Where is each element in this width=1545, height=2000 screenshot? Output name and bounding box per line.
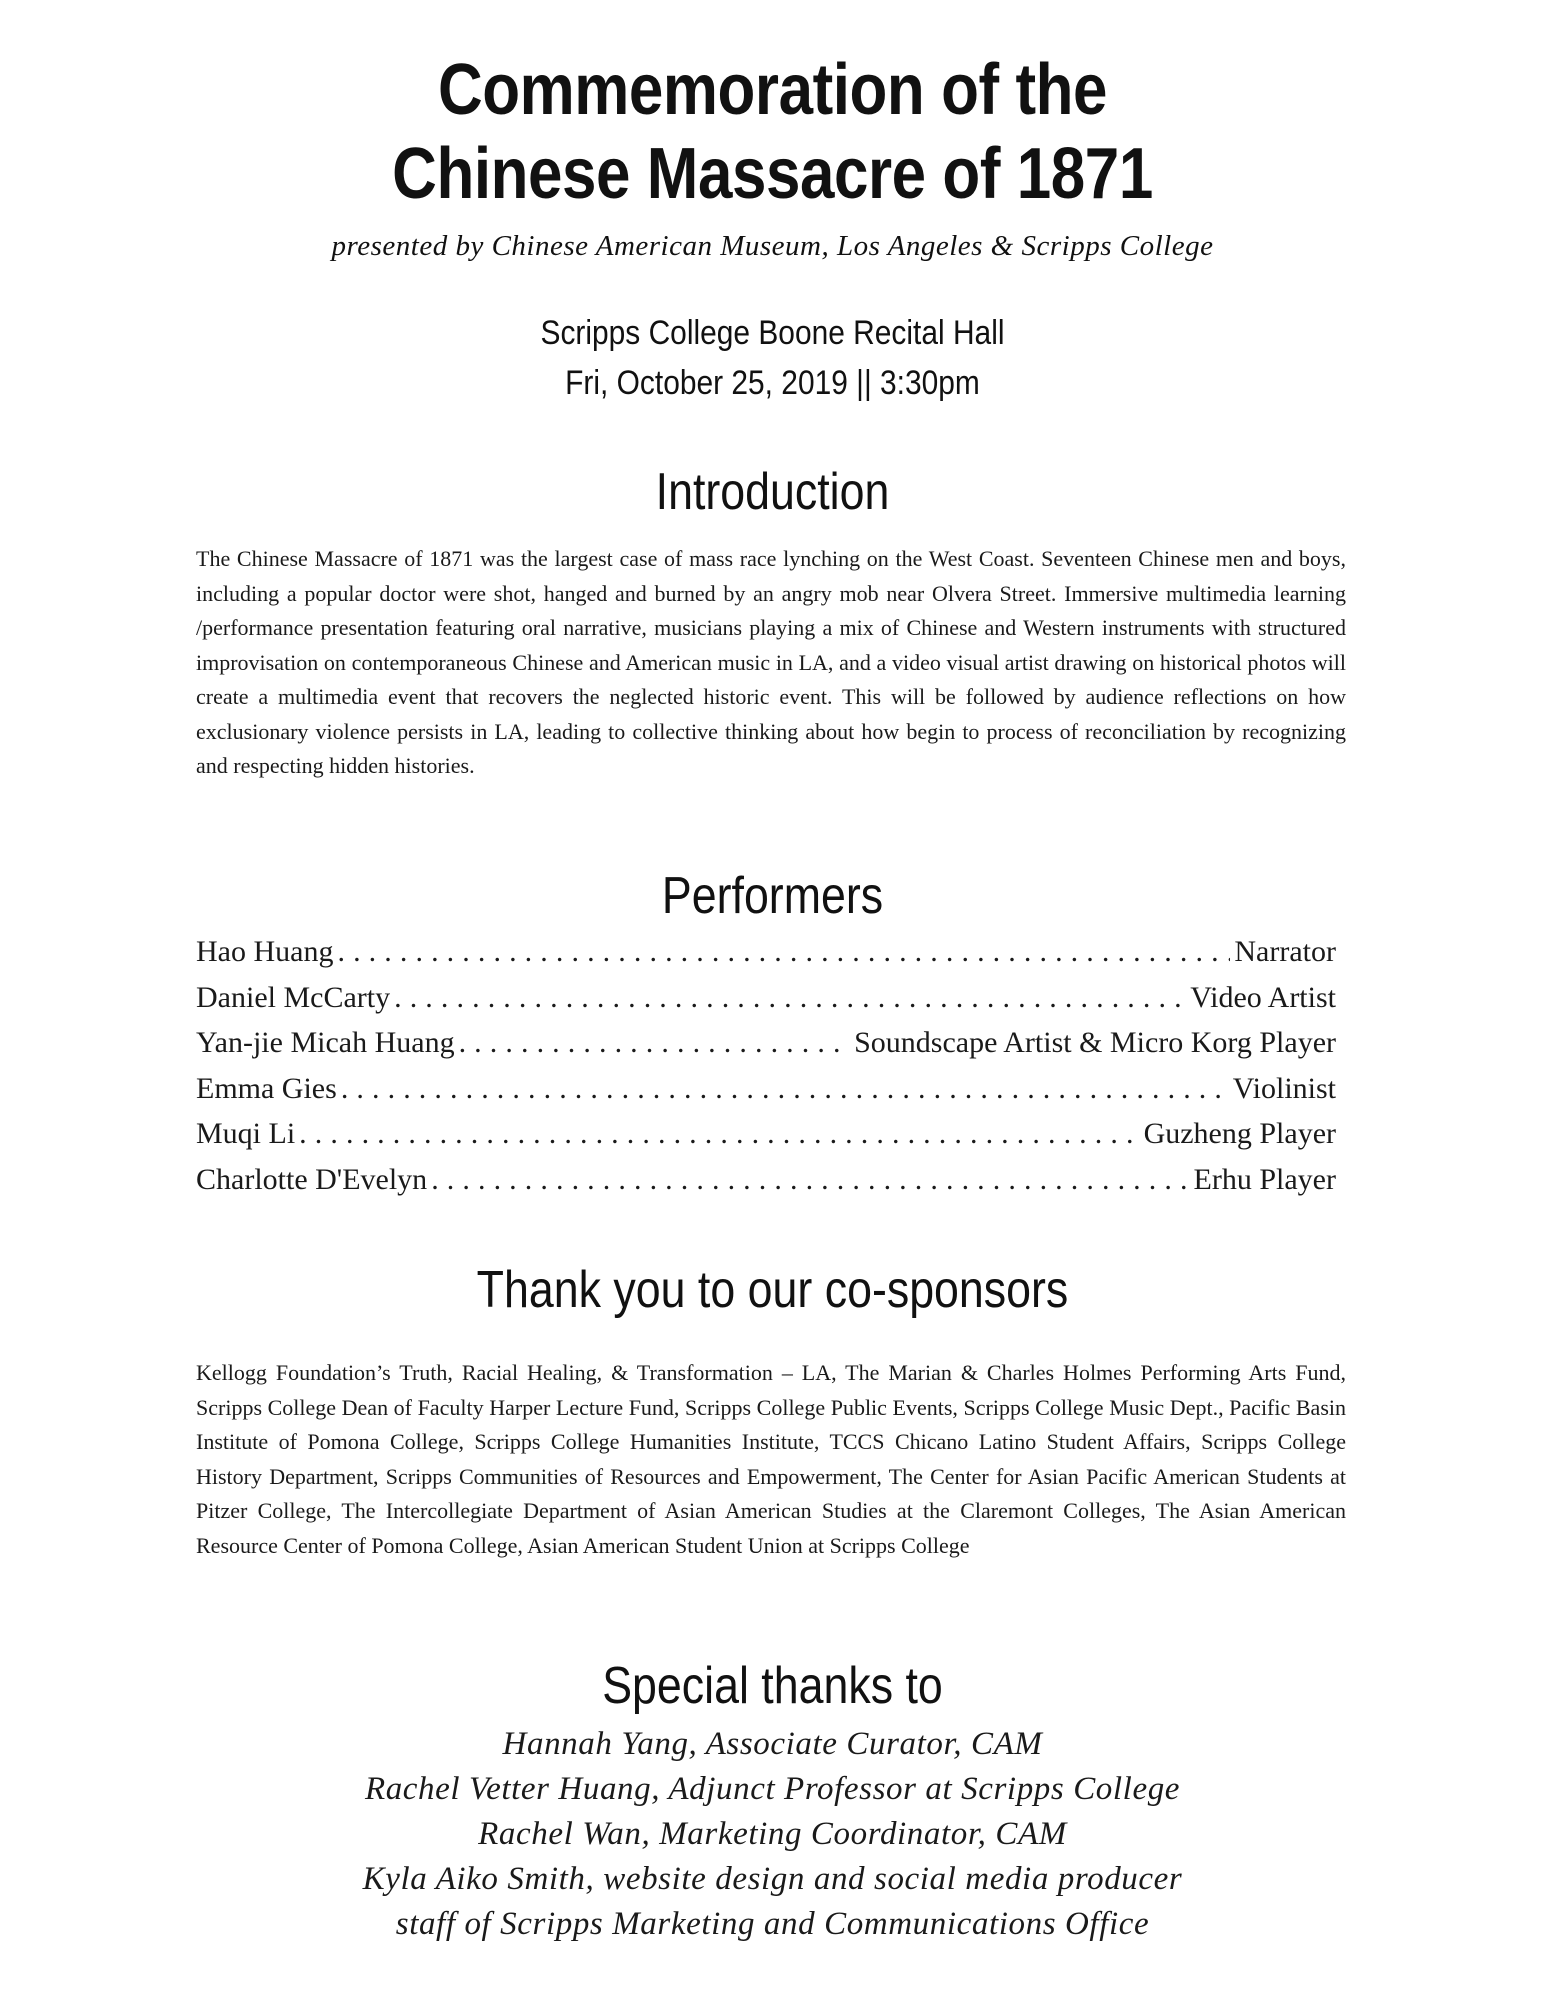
performer-role: Erhu Player bbox=[1193, 1162, 1336, 1196]
thanks-item: staff of Scripps Marketing and Communications Office bbox=[395, 1906, 1150, 1942]
performer-row bbox=[196, 1117, 1336, 1163]
special-thanks-heading: Special thanks to bbox=[602, 1657, 943, 1715]
thanks-item: Rachel Wan, Marketing Coordinator, CAM bbox=[478, 1816, 1067, 1852]
sponsors-heading: Thank you to our co-sponsors bbox=[476, 1261, 1069, 1319]
performer-name: Muqi Li bbox=[196, 1117, 296, 1150]
performer-row bbox=[196, 935, 1336, 981]
thanks-item: Rachel Vetter Huang, Adjunct Professor at Scripps College bbox=[364, 1771, 1181, 1807]
introduction-text: The Chinese Massacre of 1871 was the largest case of mass race lynching on the West Coast. Seventeen Chinese men and boys, including a popular doctor were shot, hanged and burned by an angry mob near Olvera Street. Immersive multimedia learning /performance presentation featuring oral narrative, musicians playing a mix of Chinese and Western instruments with structured improvisation on contemporaneous Chinese and American music in LA, and a video visual artist drawing on historical photos will create a multimedia event that recovers the neglected historic event. This will be followed by audience reflections on how exclusionary violence persists in LA, leading to collective thinking about how begin to process of reconciliation by recognizing and respecting hidden histories. bbox=[196, 546, 1346, 778]
performer-role: Guzheng Player bbox=[1143, 1117, 1336, 1150]
dot-leader bbox=[341, 1072, 1229, 1106]
dot-leader bbox=[299, 1117, 1139, 1151]
special-thanks-list bbox=[0, 1722, 1545, 1947]
venue: Scripps College Boone Recital Hall bbox=[540, 314, 1005, 352]
thanks-item: Kyla Aiko Smith, website design and social media producer bbox=[362, 1861, 1183, 1897]
dot-leader bbox=[337, 935, 1230, 969]
performer-row bbox=[196, 981, 1336, 1027]
performer-name: Daniel McCarty bbox=[196, 980, 391, 1014]
introduction-heading: Introduction bbox=[655, 463, 890, 521]
performer-row bbox=[196, 1072, 1336, 1118]
subtitle: presented by Chinese American Museum, Los Angeles & Scripps College bbox=[331, 230, 1214, 262]
performer-row bbox=[196, 1026, 1336, 1072]
performer-name: Emma Gies bbox=[196, 1071, 337, 1105]
performer-role: Video Artist bbox=[1190, 980, 1336, 1014]
thanks-item: Hannah Yang, Associate Curator, CAM bbox=[502, 1726, 1043, 1762]
performer-role: Narrator bbox=[1234, 935, 1336, 968]
event-datetime: Fri, October 25, 2019 || 3:30pm bbox=[565, 364, 980, 402]
performers-heading: Performers bbox=[661, 867, 884, 925]
performers-list bbox=[196, 935, 1336, 1208]
performer-role: Soundscape Artist & Micro Korg Player bbox=[854, 1026, 1336, 1059]
performer-name: Charlotte D'Evelyn bbox=[196, 1162, 428, 1196]
title-line-2: Chinese Massacre of 1871 bbox=[392, 134, 1153, 214]
performer-name: Hao Huang bbox=[196, 935, 334, 968]
performer-name: Yan-jie Micah Huang bbox=[196, 1026, 455, 1059]
sponsors-text: Kellogg Foundation’s Truth, Racial Healing, & Transformation – LA, The Marian & Charles Holmes Performing Arts Fund, Scripps College Dean of Faculty Harper Lecture Fund, Scripps College Public Events, Scripps College Music Dept., Pacific Basin Institute of Pomona College, Scripps College Humanities Institute, TCCS Chicano Latino Student Affairs, Scripps College History Department, Scripps Communities of Resources and Empowerment, The Center for Asian Pacific American Students at Pitzer College, The Intercollegiate Department of Asian American Studies at the Claremont Colleges, The Asian American Resource Center of Pomona College, Asian American Student Union at Scripps College bbox=[196, 1360, 1346, 1558]
dot-leader bbox=[394, 981, 1186, 1015]
performer-row bbox=[196, 1163, 1336, 1209]
dot-leader bbox=[459, 1026, 851, 1060]
performer-role: Violinist bbox=[1232, 1071, 1336, 1105]
dot-leader bbox=[431, 1163, 1189, 1197]
title-line-1: Commemoration of the bbox=[437, 50, 1108, 130]
